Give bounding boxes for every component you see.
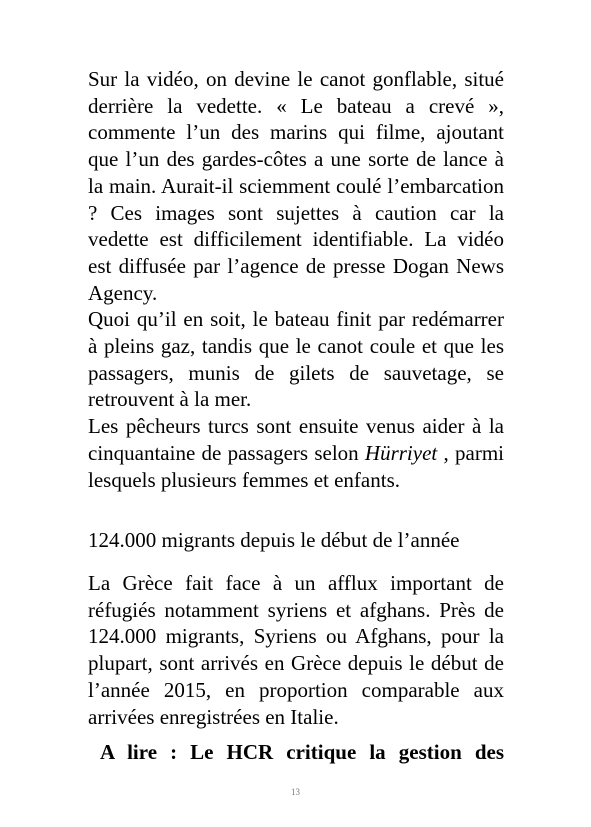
paragraph-fishermen-text-end: , parmi lesquels plusieurs femmes et enfants. xyxy=(88,440,504,492)
section-heading: 124.000 migrants depuis le début de l’année xyxy=(88,528,460,552)
article-body xyxy=(88,66,504,493)
paragraph-video: Sur la vidéo, on devine le canot gonflable, situé derrière la vedette. « Le bateau a crevé », commente l’un des marins qui filme, ajoutant que l’un des gardes-côtes a une sorte de lance à la main. Aurait-il sciemment coulé l’embarcation ? Ces images sont sujettes à caution car la vedette est difficilement identifiable. La vidéo est diffusée par l’agence de presse Dogan News Agency. xyxy=(88,67,504,305)
paragraph-greece: La Grèce fait face à un afflux important de réfugiés notamment syriens et afghans. Près de 124.000 migrants, Syriens ou Afghans, pour la plupart, sont arrivés en Grèce depuis le début de l’année 2015, en proportion comparable aux arrivées enregistrées en Italie. xyxy=(88,571,504,729)
paragraph-fishermen-text-start: Les pêcheurs turcs sont ensuite venus aider à la cinquantaine de passagers selon xyxy=(88,414,504,465)
page-number: 13 xyxy=(291,787,300,797)
section-body xyxy=(88,570,504,730)
paragraph-boat: Quoi qu’il en soit, le bateau finit par redémarrer à pleins gaz, tandis que le canot coule et que les passagers, munis de gilets de sauvetage, se retrouvent à la mer. xyxy=(88,307,504,412)
read-also-line: A lire : Le HCR critique la gestion des xyxy=(100,740,504,764)
newspaper-name: Hürriyet xyxy=(364,440,438,465)
paragraph-fishermen xyxy=(88,413,504,493)
